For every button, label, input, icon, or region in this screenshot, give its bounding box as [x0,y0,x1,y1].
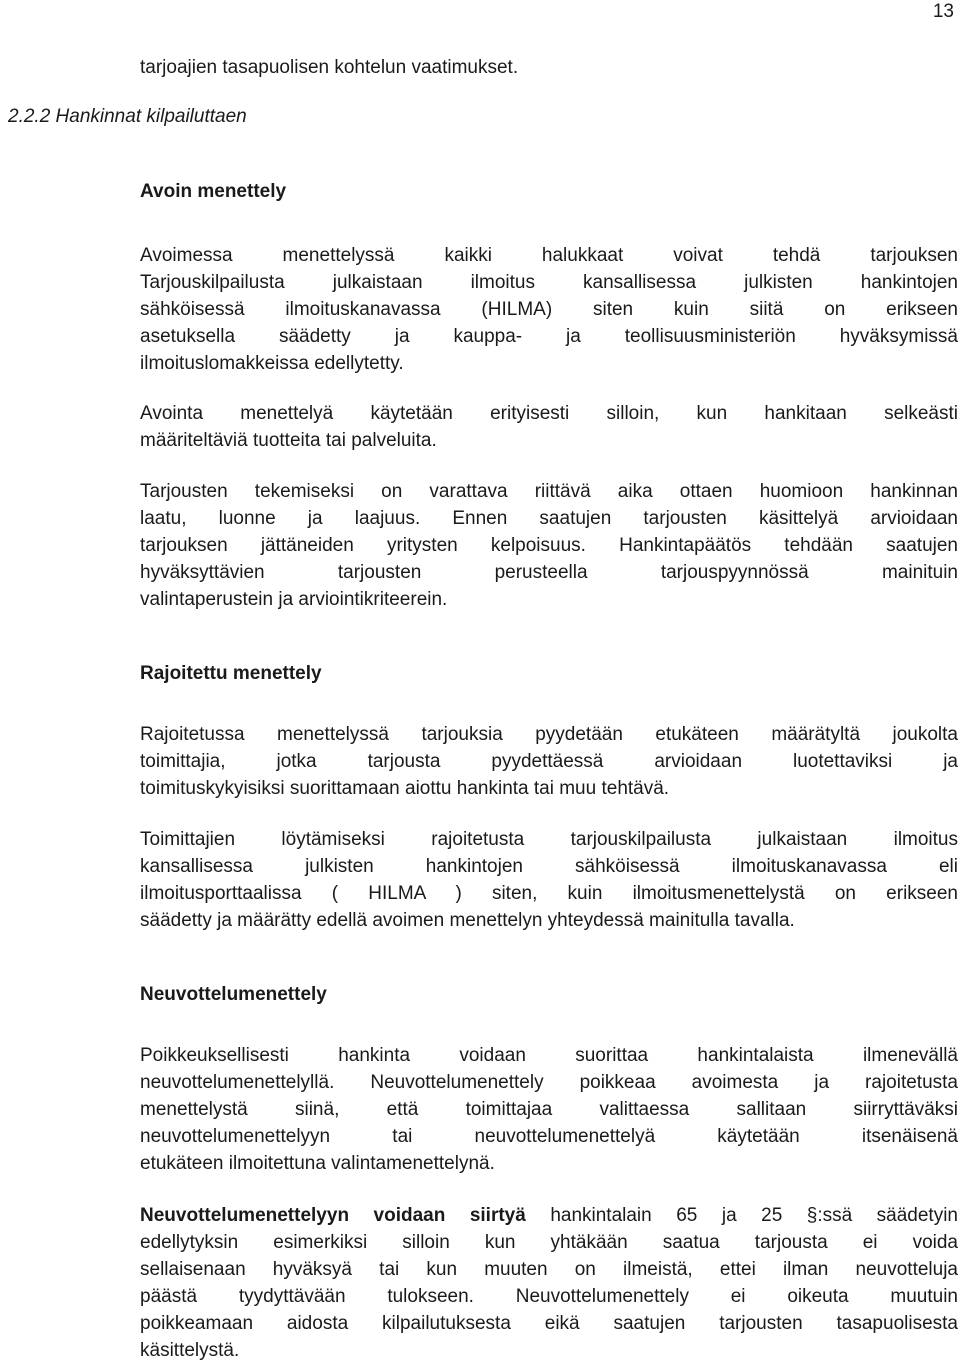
paragraph-line: neuvottelumenettelyllä. Neuvottelumenettely poikkeaa avoimesta ja rajoitetusta [140,1072,958,1093]
paragraph-line [140,1202,958,1229]
paragraph-line: ilmoituslomakkeissa edellytetty. [140,353,404,374]
paragraph-line: Poikkeuksellisesti hankinta voidaan suorittaa hankintalaista ilmenevällä [140,1045,958,1066]
paragraph-line: Tarjousten tekemiseksi on varattava riittävä aika ottaen huomioon hankinnan [140,481,958,502]
paragraph-line: hyväksyttävien tarjousten perusteella tarjouspyynnössä mainituin [140,562,958,583]
intro-line: tarjoajien tasapuolisen kohtelun vaatimukset. [140,57,519,78]
heading-rajoitettu-menettely: Rajoitettu menettely [140,663,322,684]
paragraph-line: tarjouksen jättäneiden yritysten kelpoisuus. Hankintapäätös tehdään saatujen [140,535,958,556]
paragraph-line: sellaisenaan hyväksyä tai kun muuten on ilmeistä, ettei ilman neuvotteluja [140,1259,958,1280]
paragraph-line: poikkeamaan aidosta kilpailutuksesta eikä saatujen tarjousten tasapuolisesta [140,1313,958,1334]
paragraph-line: neuvottelumenettelyyn tai neuvottelumenettelyä käytetään itsenäisenä [140,1126,958,1147]
paragraph-line: edellytyksin esimerkiksi silloin kun yhtäkään saatua tarjousta ei voida [140,1232,958,1253]
paragraph-line: sähköisessä ilmoituskanavassa (HILMA) siten kuin siitä on erikseen [140,299,958,320]
page-number: 13 [932,1,954,22]
heading-neuvottelumenettely: Neuvottelumenettely [140,984,327,1005]
paragraph-line: menettelystä siinä, että toimittajaa valittaessa sallitaan siirryttäväksi [140,1099,958,1120]
paragraph-line: toimittajia, jotka tarjousta pyydettäessä arvioidaan luotettaviksi ja [140,751,958,772]
paragraph-line: Avoimessa menettelyssä kaikki halukkaat voivat tehdä tarjouksen [140,245,958,266]
paragraph-line: laatu, luonne ja laajuus. Ennen saatujen tarjousten käsittelyä arvioidaan [140,508,958,529]
paragraph-line: päästä tyydyttävään tulokseen. Neuvottelumenettely ei oikeuta muutuin [140,1286,958,1307]
paragraph-line: ilmoitusporttaalissa ( HILMA ) siten, kuin ilmoitusmenettelystä on erikseen [140,883,958,904]
paragraph-line: käsittelystä. [140,1340,240,1361]
paragraph-line: Avointa menettelyä käytetään erityisesti silloin, kun hankitaan selkeästi [140,403,958,424]
heading-avoin-menettely: Avoin menettely [140,181,287,202]
paragraph-line: Rajoitetussa menettelyssä tarjouksia pyydetään etukäteen määrätyltä joukolta [140,724,958,745]
bold-lead-text: Neuvottelumenettelyyn voidaan siirtyä [140,1205,526,1226]
paragraph-line: määriteltäviä tuotteita tai palveluita. [140,430,437,451]
paragraph-line: Toimittajien löytämiseksi rajoitetusta tarjouskilpailusta julkaistaan ilmoitus [140,829,958,850]
subsection-heading: 2.2.2 Hankinnat kilpailuttaen [8,106,247,127]
paragraph-line: säädetty ja määrätty edellä avoimen menettelyn yhteydessä mainitulla tavalla. [140,910,795,931]
paragraph-line: kansallisessa julkisten hankintojen sähköisessä ilmoituskanavassa eli [140,856,958,877]
paragraph-line: valintaperustein ja arviointikriteerein. [140,589,448,610]
paragraph-text: hankintalain 65 ja 25 §:ssä säädetyin [550,1205,958,1226]
paragraph-line: asetuksella säädetty ja kauppa- ja teollisuusministeriön hyväksymissä [140,326,958,347]
paragraph-line: Tarjouskilpailusta julkaistaan ilmoitus kansallisessa julkisten hankintojen [140,272,958,293]
paragraph-line: toimituskykyisiksi suorittamaan aiottu hankinta tai muu tehtävä. [140,778,670,799]
paragraph-line: etukäteen ilmoitettuna valintamenettelynä. [140,1153,495,1174]
